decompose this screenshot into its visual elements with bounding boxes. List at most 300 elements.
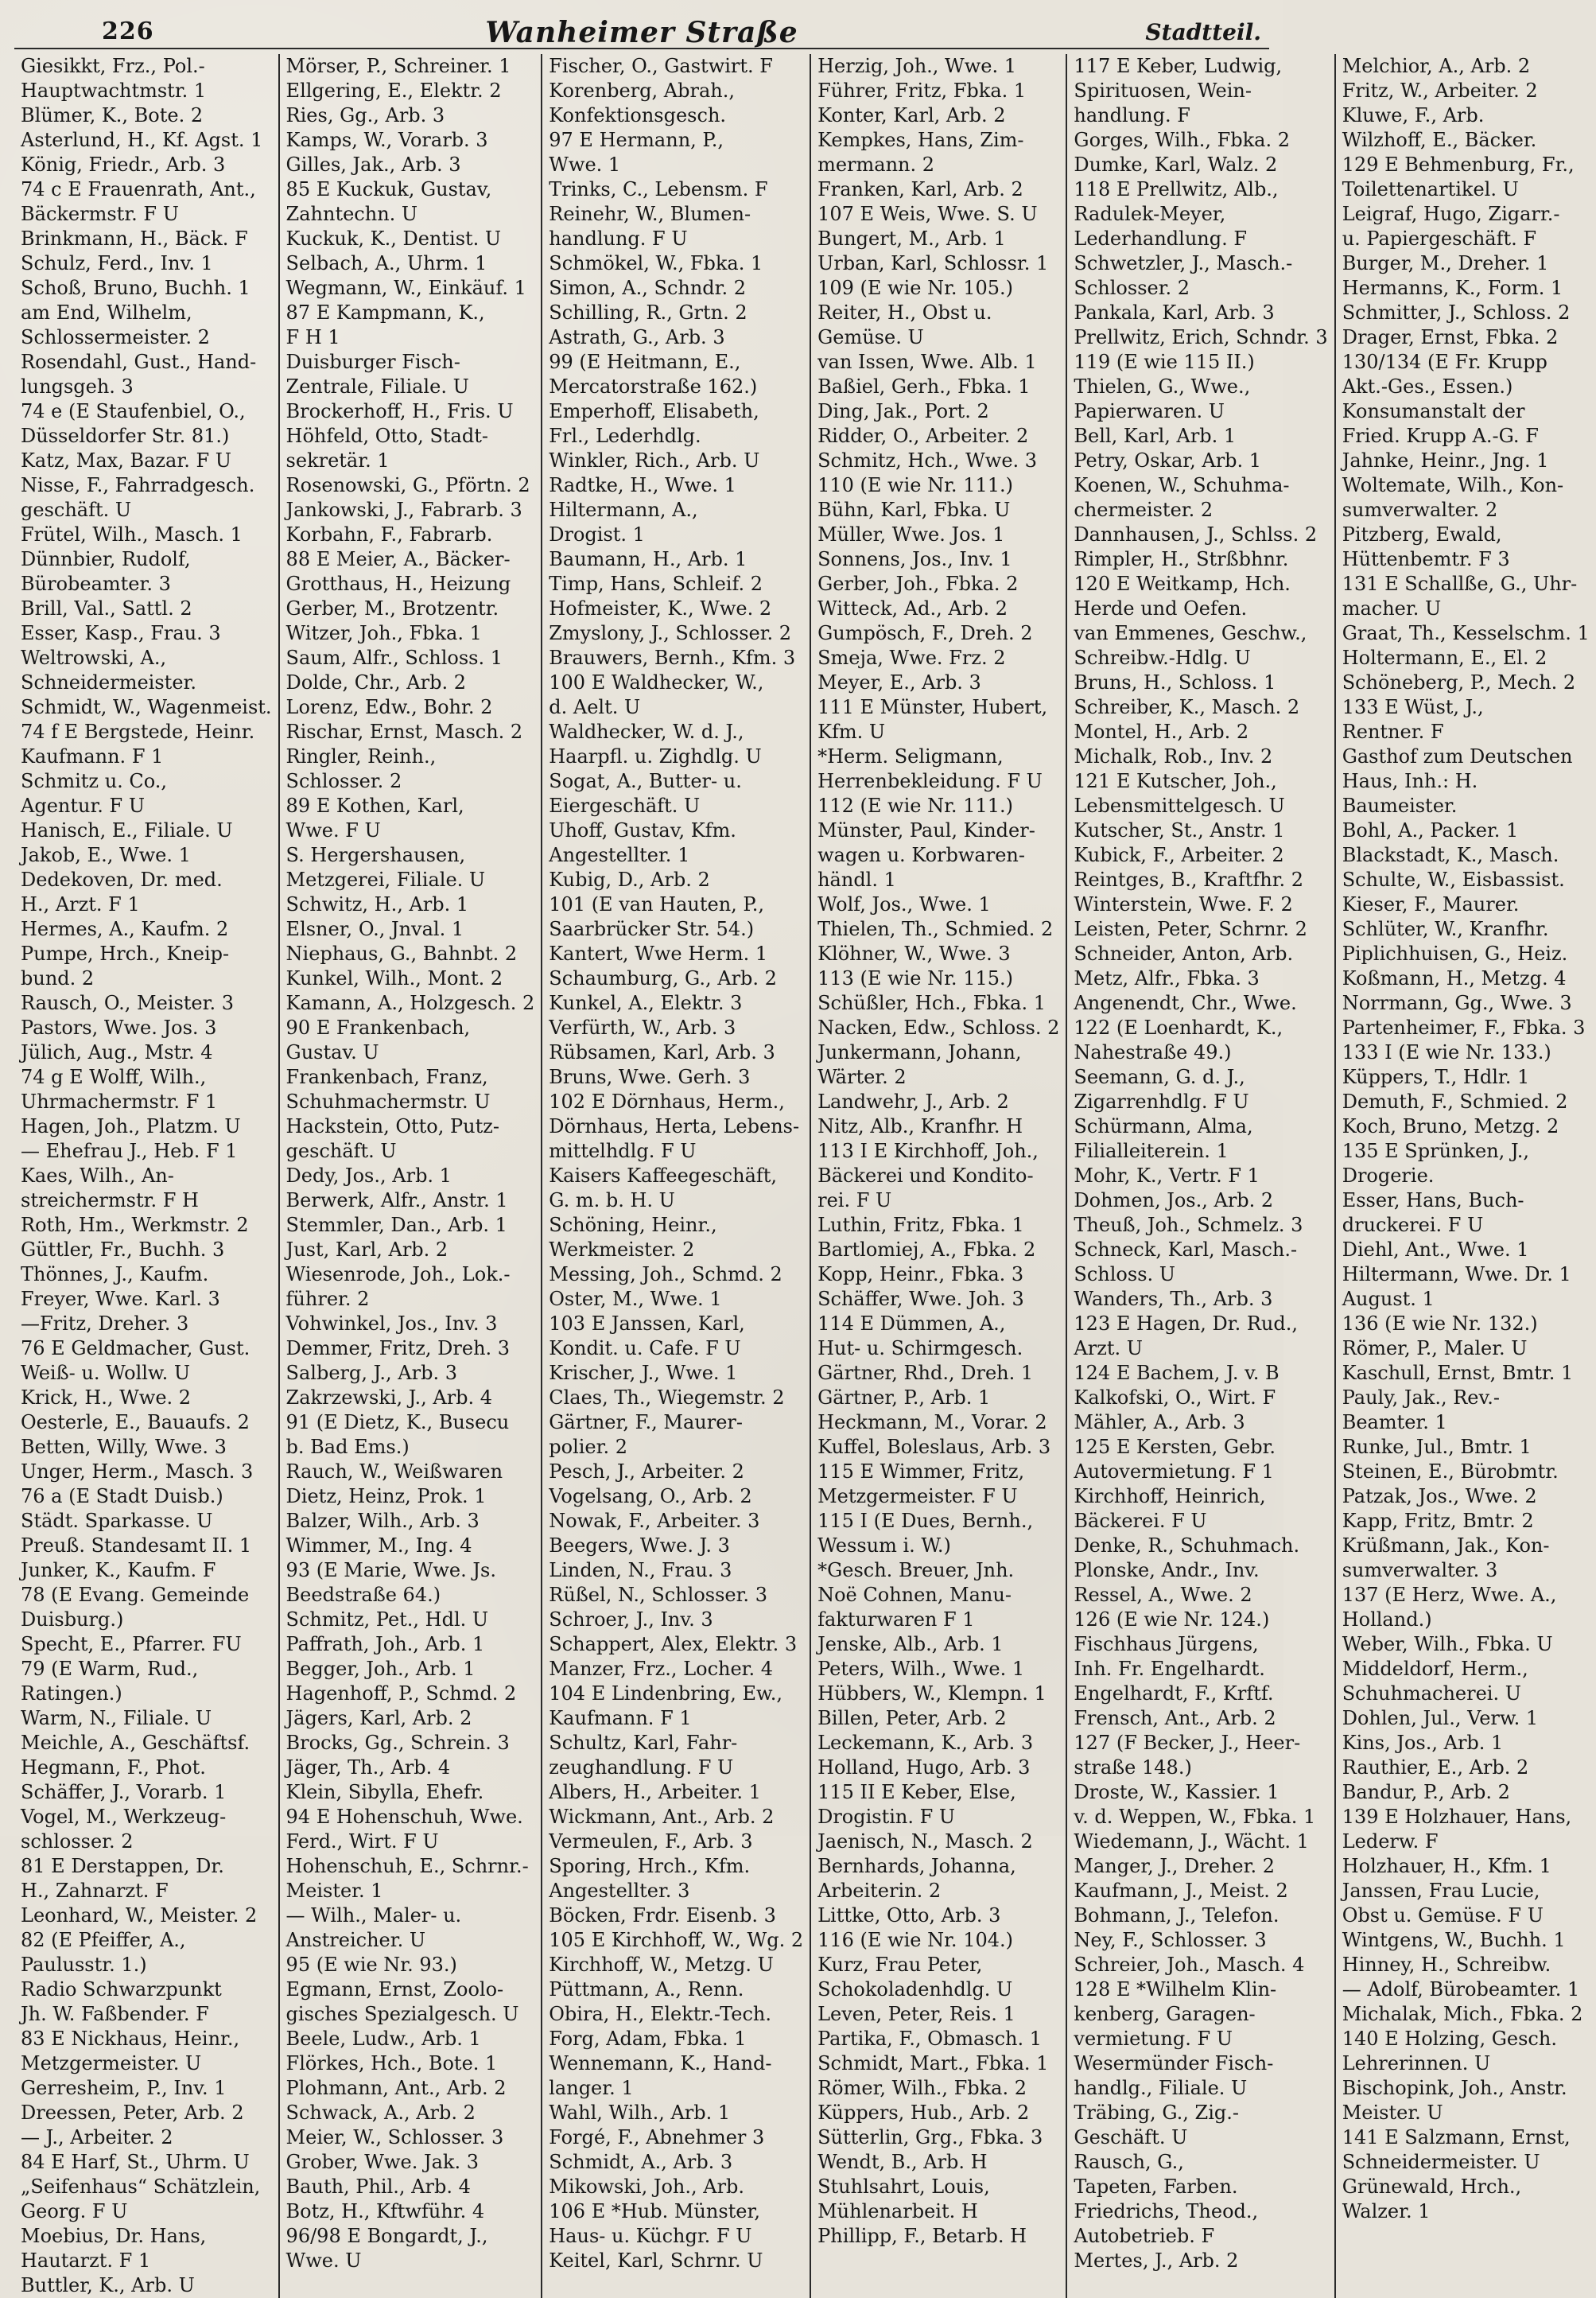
directory-line: b. Bad Ems.) <box>285 1436 410 1458</box>
directory-line: Hanisch, E., Filiale. U <box>21 819 233 842</box>
directory-line: Brill, Val., Sattl. 2 <box>21 597 192 620</box>
directory-line: Dumke, Karl, Walz. 2 <box>1074 154 1278 176</box>
directory-line: Gorges, Wilh., Fbka. 2 <box>1074 129 1290 151</box>
directory-line: Hermes, A., Kaufm. 2 <box>21 918 229 940</box>
directory-line: mittelhdlg. F U <box>549 1140 697 1162</box>
directory-line: 81 E Derstappen, Dr. <box>21 1855 224 1877</box>
directory-line: Emperhoff, Elisabeth, <box>549 400 759 422</box>
column-1 <box>14 54 280 2298</box>
directory-line: Mörser, P., Schreiner. 1 <box>285 55 511 77</box>
directory-line: Waldhecker, W. d. J., <box>549 721 744 743</box>
directory-line: Weber, Wilh., Fbka. U <box>1342 1633 1553 1655</box>
directory-line: Hofmeister, K., Wwe. 2 <box>549 597 772 620</box>
directory-line: Bauth, Phil., Arb. 4 <box>285 2176 471 2198</box>
directory-line: Bäckermstr. F U <box>21 203 179 225</box>
directory-line: Anstreicher. U <box>285 1929 426 1951</box>
directory-line: Konter, Karl, Arb. 2 <box>817 104 1006 126</box>
directory-line: Nacken, Edw., Schloss. 2 <box>817 1017 1060 1039</box>
directory-line: 137 (E Herz, Wwe. A., <box>1342 1584 1557 1606</box>
directory-line: Drogerie. <box>1342 1165 1435 1187</box>
directory-line: Ding, Jak., Port. 2 <box>817 400 989 422</box>
directory-line: Küppers, Hub., Arb. 2 <box>817 2102 1030 2124</box>
directory-line: Schloss. U <box>1074 1263 1175 1285</box>
directory-line: Wesermünder Fisch- <box>1074 2052 1274 2074</box>
directory-line: Billen, Peter, Arb. 2 <box>817 1707 1007 1729</box>
directory-line: 113 (E wie Nr. 115.) <box>817 967 1013 990</box>
directory-line: Runke, Jul., Bmtr. 1 <box>1342 1436 1532 1458</box>
directory-line: handlg., Filiale. U <box>1074 2077 1248 2099</box>
directory-line: Reiter, H., Obst u. <box>817 301 992 324</box>
directory-line: Lederw. F <box>1342 1830 1439 1853</box>
directory-line: Selbach, A., Uhrm. 1 <box>285 252 487 274</box>
directory-line: Littke, Otto, Arb. 3 <box>817 1904 1001 1927</box>
directory-line: Mohr, K., Vertr. F 1 <box>1074 1165 1260 1187</box>
directory-line: van Emmenes, Geschw., <box>1074 622 1307 644</box>
column-3 <box>542 54 811 2298</box>
directory-line: sumverwalter. 2 <box>1342 499 1498 521</box>
directory-line: Leigraf, Hugo, Zigarr.- <box>1342 203 1560 225</box>
directory-line: Schneider, Anton, Arb. <box>1074 943 1294 965</box>
directory-line: Balzer, Wilh., Arb. 3 <box>285 1510 480 1532</box>
directory-line: Gerber, Joh., Fbka. 2 <box>817 573 1019 595</box>
directory-line: 74 e (E Staufenbiel, O., <box>21 400 246 422</box>
directory-line: gisches Spezialgesch. U <box>285 2003 519 2025</box>
column-3-lines <box>549 54 803 2273</box>
directory-line: Dannhausen, J., Schlss. 2 <box>1074 523 1318 546</box>
directory-line: Blackstadt, K., Masch. <box>1342 844 1559 866</box>
directory-line: Patzak, Jos., Wwe. 2 <box>1342 1485 1537 1507</box>
directory-line: Schmidt, W., Wagenmeist. <box>21 696 272 718</box>
directory-line: 99 (E Heitmann, E., <box>549 351 741 373</box>
directory-line: Holzhauer, H., Kfm. 1 <box>1342 1855 1551 1877</box>
directory-line: Frankenbach, Franz, <box>285 1066 488 1088</box>
directory-line: Winkler, Rich., Arb. U <box>549 449 760 472</box>
directory-line: Holland, Hugo, Arb. 3 <box>817 1756 1031 1779</box>
directory-line: Kaes, Wilh., An- <box>21 1165 174 1187</box>
directory-line: 121 E Kutscher, Joh., <box>1074 770 1277 792</box>
directory-line: 122 (E Loenhardt, K., <box>1074 1017 1283 1039</box>
directory-line: Zmyslony, J., Schlosser. 2 <box>549 622 792 644</box>
directory-line: Führer, Fritz, Fbka. 1 <box>817 80 1027 102</box>
directory-line: handlung. F U <box>549 227 688 250</box>
directory-line: Demmer, Fritz, Dreh. 3 <box>285 1337 511 1359</box>
directory-line: Michalk, Rob., Inv. 2 <box>1074 745 1273 768</box>
directory-line: 97 E Hermann, P., <box>549 129 724 151</box>
directory-line: Koßmann, H., Metzg. 4 <box>1342 967 1567 990</box>
directory-line: Grober, Wwe. Jak. 3 <box>285 2151 479 2173</box>
directory-line: Katz, Max, Bazar. F U <box>21 449 231 472</box>
directory-line: Thönnes, J., Kaufm. <box>21 1263 209 1285</box>
directory-line: Mähler, A., Arb. 3 <box>1074 1411 1245 1433</box>
directory-line: Uhoff, Gustav, Kfm. <box>549 819 736 842</box>
directory-line: sumverwalter. 3 <box>1342 1559 1498 1581</box>
directory-line: Hiltermann, A., <box>549 499 698 521</box>
directory-line: Herde und Oefen. <box>1074 597 1248 620</box>
directory-line: Korenberg, Abrah., <box>549 80 735 102</box>
directory-line: Rausch, G., <box>1074 2151 1184 2173</box>
directory-line: Meister. U <box>1342 2102 1443 2124</box>
directory-line: 104 E Lindenbring, Ew., <box>549 1682 782 1705</box>
directory-line: Simon, A., Schndr. 2 <box>549 277 747 299</box>
directory-line: Uhrmachermstr. F 1 <box>21 1091 218 1113</box>
directory-line: Schulz, Ferd., Inv. 1 <box>21 252 213 274</box>
directory-line: Urban, Karl, Schlossr. 1 <box>817 252 1049 274</box>
directory-line: Schüßler, Hch., Fbka. 1 <box>817 992 1047 1014</box>
directory-line: d. Aelt. U <box>549 696 641 718</box>
directory-line: 94 E Hohenschuh, Wwe. <box>285 1806 523 1828</box>
directory-line: Nisse, F., Fahrradgesch. <box>21 474 255 496</box>
directory-line: Sonnens, Jos., Inv. 1 <box>817 548 1012 570</box>
directory-line: Plohmann, Ant., Arb. 2 <box>285 2077 507 2099</box>
directory-line: Kamann, A., Holzgesch. 2 <box>285 992 535 1014</box>
directory-line: Holtermann, E., El. 2 <box>1342 647 1547 669</box>
directory-line: v. d. Weppen, W., Fbka. 1 <box>1074 1806 1316 1828</box>
directory-line: Baumeister. <box>1342 795 1458 817</box>
directory-line: Schmidt, A., Arb. 3 <box>549 2151 733 2173</box>
directory-line: Vogelsang, O., Arb. 2 <box>549 1485 752 1507</box>
directory-line: Fischer, O., Gastwirt. F <box>549 55 773 77</box>
directory-line: Zahntechn. U <box>285 203 418 225</box>
directory-line: sekretär. 1 <box>285 449 390 472</box>
directory-line: Flörkes, Hch., Bote. 1 <box>285 2052 498 2074</box>
directory-line: Rischar, Ernst, Masch. 2 <box>285 721 523 743</box>
directory-line: Krick, H., Wwe. 2 <box>21 1386 192 1409</box>
directory-line: Kapp, Fritz, Bmtr. 2 <box>1342 1510 1534 1532</box>
directory-line: Gärtner, F., Maurer- <box>549 1411 743 1433</box>
directory-line: Mertes, J., Arb. 2 <box>1074 2249 1239 2272</box>
directory-line: Niephaus, G., Bahnbt. 2 <box>285 943 518 965</box>
directory-line: Georg. F U <box>21 2200 128 2222</box>
directory-line: Hagenhoff, P., Schmd. 2 <box>285 1682 517 1705</box>
directory-line: Diehl, Ant., Wwe. 1 <box>1342 1238 1529 1261</box>
directory-line: 109 (E wie Nr. 105.) <box>817 277 1013 299</box>
directory-line: Dohlen, Jul., Verw. 1 <box>1342 1707 1539 1729</box>
directory-line: Dohmen, Jos., Arb. 2 <box>1074 1189 1274 1211</box>
directory-line: Schultz, Karl, Fahr- <box>549 1732 738 1754</box>
directory-line: Pankala, Karl, Arb. 3 <box>1074 301 1275 324</box>
directory-line: Obst u. Gemüse. F U <box>1342 1904 1544 1927</box>
directory-line: Seemann, G. d. J., <box>1074 1066 1245 1088</box>
directory-line: Akt.-Ges., Essen.) <box>1342 375 1513 398</box>
directory-line: Schreiber, K., Masch. 2 <box>1074 696 1300 718</box>
directory-line: Meier, W., Schlosser. 3 <box>285 2126 504 2148</box>
directory-line: Michalak, Mich., Fbka. 2 <box>1342 2003 1583 2025</box>
directory-line: Bohmann, J., Telefon. <box>1074 1904 1280 1927</box>
directory-line: Petry, Oskar, Arb. 1 <box>1074 449 1262 472</box>
directory-line: Inh. Fr. Engelhardt. <box>1074 1658 1265 1680</box>
directory-line: Ellgering, E., Elektr. 2 <box>285 80 502 102</box>
directory-line: S. Hergershausen, <box>285 844 466 866</box>
directory-line: Jäger, Th., Arb. 4 <box>285 1756 451 1779</box>
directory-line: Piplichhuisen, G., Heiz. <box>1342 943 1568 965</box>
directory-line: Saarbrücker Str. 54.) <box>549 918 755 940</box>
directory-line: Radulek-Meyer, <box>1074 203 1226 225</box>
directory-line: Bandur, P., Arb. 2 <box>1342 1781 1510 1803</box>
directory-line: Korbahn, F., Fabrarb. <box>285 523 493 546</box>
directory-line: Herrenbekleidung. F U <box>817 770 1043 792</box>
directory-line: Schwack, A., Arb. 2 <box>285 2102 476 2124</box>
directory-line: Baßiel, Gerh., Fbka. 1 <box>817 375 1031 398</box>
directory-line: Schuhmachermstr. U <box>285 1091 491 1113</box>
directory-line: Schaumburg, G., Arb. 2 <box>549 967 777 990</box>
directory-line: Weiß- u. Wollw. U <box>21 1362 191 1384</box>
directory-line: — J., Arbeiter. 2 <box>21 2126 173 2148</box>
directory-line: Preuß. Standesamt II. 1 <box>21 1534 252 1557</box>
directory-line: Leven, Peter, Reis. 1 <box>817 2003 1015 2025</box>
directory-line: 100 E Waldhecker, W., <box>549 671 764 694</box>
directory-line: Schwitz, H., Arb. 1 <box>285 893 469 916</box>
directory-line: 89 E Kothen, Karl, <box>285 795 464 817</box>
directory-line: Autovermietung. F 1 <box>1074 1460 1274 1483</box>
directory-line: Mercatorstraße 162.) <box>549 375 758 398</box>
directory-line: Schmitz, Hch., Wwe. 3 <box>817 449 1038 472</box>
directory-line: Junker, K., Kaufm. F <box>21 1559 216 1581</box>
directory-line: chermeister. 2 <box>1074 499 1214 521</box>
directory-line: Demuth, F., Schmied. 2 <box>1342 1091 1568 1113</box>
directory-line: Reintges, B., Kraftfhr. 2 <box>1074 869 1304 891</box>
directory-line: Dreessen, Peter, Arb. 2 <box>21 2102 244 2124</box>
directory-line: Kins, Jos., Arb. 1 <box>1342 1732 1504 1754</box>
directory-line: Kamps, W., Vorarb. 3 <box>285 129 488 151</box>
directory-line: geschäft. U <box>21 499 132 521</box>
directory-line: H., Arzt. F 1 <box>21 893 140 916</box>
directory-line: Zigarrenhdlg. F U <box>1074 1091 1249 1113</box>
directory-line: Freyer, Wwe. Karl. 3 <box>21 1288 220 1310</box>
directory-line: Leckemann, K., Arb. 3 <box>817 1732 1034 1754</box>
directory-line: Rauch, W., Weißwaren <box>285 1460 503 1483</box>
directory-line: Holland.) <box>1342 1608 1432 1631</box>
directory-line: Berwerk, Alfr., Anstr. 1 <box>285 1189 508 1211</box>
directory-line: 133 E Wüst, J., <box>1342 696 1484 718</box>
directory-line: Ridder, O., Arbeiter. 2 <box>817 425 1029 447</box>
column-2 <box>280 54 543 2298</box>
directory-line: Noë Cohnen, Manu- <box>817 1584 1012 1606</box>
directory-line: Klöhner, W., Wwe. 3 <box>817 943 1011 965</box>
directory-line: Albers, H., Arbeiter. 1 <box>549 1781 761 1803</box>
directory-line: 124 E Bachem, J. v. B <box>1074 1362 1280 1384</box>
directory-line: mermann. 2 <box>817 154 935 176</box>
directory-line: Römer, Wilh., Fbka. 2 <box>817 2077 1027 2099</box>
directory-line: Wiesenrode, Joh., Lok.- <box>285 1263 511 1285</box>
directory-line: Dünnbier, Rudolf, <box>21 548 191 570</box>
directory-line: Schmidt, Mart., Fbka. 1 <box>817 2052 1049 2074</box>
directory-line: Hermanns, K., Form. 1 <box>1342 277 1563 299</box>
directory-line: Kaufmann. F 1 <box>21 745 164 768</box>
directory-line: Ries, Gg., Arb. 3 <box>285 104 445 126</box>
directory-line: Schmitz, Pet., Hdl. U <box>285 1608 489 1631</box>
directory-line: Kluwe, F., Arb. <box>1342 104 1485 126</box>
directory-line: 107 E Weis, Wwe. S. U <box>817 203 1038 225</box>
directory-line: Graat, Th., Kesselschm. 1 <box>1342 622 1590 644</box>
directory-line: Mikowski, Joh., Arb. <box>549 2176 745 2198</box>
directory-line: Manger, J., Dreher. 2 <box>1074 1855 1275 1877</box>
directory-line: Wiedemann, J., Wächt. 1 <box>1074 1830 1309 1853</box>
directory-line: vermietung. F U <box>1074 2028 1233 2050</box>
directory-line: Wanders, Th., Arb. 3 <box>1074 1288 1273 1310</box>
directory-line: Gemüse. U <box>817 326 924 348</box>
directory-line: Dedy, Jos., Arb. 1 <box>285 1165 452 1187</box>
directory-line: Fried. Krupp A.-G. F <box>1342 425 1539 447</box>
directory-line: Güttler, Fr., Buchh. 3 <box>21 1238 225 1261</box>
directory-line: Brockerhoff, H., Fris. U <box>285 400 514 422</box>
directory-line: Höhfeld, Otto, Stadt- <box>285 425 488 447</box>
directory-line: König, Friedr., Arb. 3 <box>21 154 226 176</box>
column-6 <box>1336 54 1596 2298</box>
directory-line: Toilettenartikel. U <box>1342 178 1519 200</box>
directory-line: Hautarzt. F 1 <box>21 2249 151 2272</box>
directory-line: Klein, Sibylla, Ehefr. <box>285 1781 484 1803</box>
directory-line: Zentrale, Filiale. U <box>285 375 469 398</box>
directory-line: 110 (E wie Nr. 111.) <box>817 474 1013 496</box>
directory-line: 91 (E Dietz, K., Busecu <box>285 1411 510 1433</box>
directory-line: Jenske, Alb., Arb. 1 <box>817 1633 1004 1655</box>
directory-line: Bruns, H., Schloss. 1 <box>1074 671 1276 694</box>
page-header <box>14 13 1269 49</box>
directory-line: Hinney, H., Schreibw. <box>1342 1954 1551 1976</box>
directory-line: 117 E Keber, Ludwig, <box>1074 55 1283 77</box>
directory-line: Kfm. U <box>817 721 886 743</box>
directory-line: Janssen, Frau Lucie, <box>1342 1880 1540 1902</box>
directory-line: Landwehr, J., Arb. 2 <box>817 1091 1009 1113</box>
directory-line: Sogat, A., Butter- u. <box>549 770 742 792</box>
directory-line: Kunkel, Wilh., Mont. 2 <box>285 967 503 990</box>
directory-line: Nowak, F., Arbeiter. 3 <box>549 1510 760 1532</box>
directory-line: Rentner. F <box>1342 721 1444 743</box>
directory-line: Schlüter, W., Kranfhr. <box>1342 918 1549 940</box>
directory-line: Gärtner, Rhd., Dreh. 1 <box>817 1362 1034 1384</box>
directory-line: Steinen, E., Bürobmtr. <box>1342 1460 1559 1483</box>
directory-line: 85 E Kuckuk, Gustav, <box>285 178 492 200</box>
directory-line: Geschäft. U <box>1074 2126 1188 2148</box>
directory-line: Schuhmacherei. U <box>1342 1682 1521 1705</box>
directory-line: Wennemann, K., Hand- <box>549 2052 772 2074</box>
directory-line: Metzgermeister. F U <box>817 1485 1018 1507</box>
directory-line: *Gesch. Breuer, Jnh. <box>817 1559 1015 1581</box>
directory-line: Brocks, Gg., Schrein. 3 <box>285 1732 510 1754</box>
directory-line: Buttler, K., Arb. U <box>21 2274 195 2296</box>
directory-line: Kubick, F., Arbeiter. 2 <box>1074 844 1284 866</box>
directory-line: Schlossermeister. 2 <box>21 326 210 348</box>
directory-line: Wickmann, Ant., Arb. 2 <box>549 1806 775 1828</box>
directory-line: G. m. b. H. U <box>549 1189 675 1211</box>
directory-line: „Seifenhaus“ Schätzlein, <box>21 2176 261 2198</box>
directory-line: Pumpe, Hrch., Kneip- <box>21 943 230 965</box>
directory-line: Schroer, J., Inv. 3 <box>549 1608 713 1631</box>
street-title: Wanheimer Straße <box>485 16 798 49</box>
directory-line: Heckmann, M., Vorar. 2 <box>817 1411 1047 1433</box>
directory-line: Ressel, A., Wwe. 2 <box>1074 1584 1252 1606</box>
directory-line: —Fritz, Dreher. 3 <box>21 1312 189 1335</box>
directory-line: 125 E Kersten, Gebr. <box>1074 1436 1276 1458</box>
directory-line: geschäft. U <box>285 1140 397 1162</box>
directory-line: Rosendahl, Gust., Hand- <box>21 351 257 373</box>
directory-line: Krüßmann, Jak., Kon- <box>1342 1534 1550 1557</box>
directory-line: Just, Karl, Arb. 2 <box>285 1238 449 1261</box>
directory-line: Prellwitz, Erich, Schndr. 3 <box>1074 326 1328 348</box>
directory-line: — Wilh., Maler- u. <box>285 1904 462 1927</box>
directory-line: Böcken, Frdr. Eisenb. 3 <box>549 1904 776 1927</box>
directory-line: Bernhards, Johanna, <box>817 1855 1016 1877</box>
directory-line: Wahl, Wilh., Arb. 1 <box>549 2102 731 2124</box>
directory-line: Bäckerei. F U <box>1074 1510 1207 1532</box>
directory-line: 112 (E wie Nr. 111.) <box>817 795 1013 817</box>
directory-line: Witzer, Joh., Fbka. 1 <box>285 622 482 644</box>
directory-line: schlosser. 2 <box>21 1830 134 1853</box>
directory-line: Schäffer, J., Vorarb. 1 <box>21 1781 227 1803</box>
directory-line: Stuhlsahrt, Louis, <box>817 2176 990 2198</box>
directory-line: Beedstraße 64.) <box>285 1584 441 1606</box>
directory-line: Sütterlin, Grg., Fbka. 3 <box>817 2126 1043 2148</box>
directory-line: Gustav. U <box>285 1041 379 1063</box>
directory-line: Engelhardt, F., Krftf. <box>1074 1682 1274 1705</box>
directory-line: Friedrichs, Theod., <box>1074 2200 1259 2222</box>
directory-line: 84 E Harf, St., Uhrm. U <box>21 2151 250 2173</box>
directory-line: Kirchhoff, Heinrich, <box>1074 1485 1266 1507</box>
directory-line: Krischer, J., Wwe. 1 <box>549 1362 738 1384</box>
directory-line: Schlosser. 2 <box>1074 277 1190 299</box>
directory-line: 82 (E Pfeiffer, A., <box>21 1929 186 1951</box>
directory-line: handlung. F <box>1074 104 1190 126</box>
directory-line: Leisten, Peter, Schrnr. 2 <box>1074 918 1307 940</box>
directory-line: Lebensmittelgesch. U <box>1074 795 1285 817</box>
directory-line: Jägers, Karl, Arb. 2 <box>285 1707 472 1729</box>
directory-line: Montel, H., Arb. 2 <box>1074 721 1249 743</box>
directory-line: Rauthier, E., Arb. 2 <box>1342 1756 1529 1779</box>
directory-line: kenberg, Garagen- <box>1074 2003 1256 2025</box>
directory-line: Schürmann, Alma, <box>1074 1115 1253 1137</box>
directory-line: Haus, Inh.: H. <box>1342 770 1478 792</box>
directory-line: Melchior, A., Arb. 2 <box>1342 55 1531 77</box>
directory-line: Sporing, Hrch., Kfm. <box>549 1855 751 1877</box>
directory-line: Kempkes, Hans, Zim- <box>817 129 1024 151</box>
directory-line: Roth, Hm., Werkmstr. 2 <box>21 1214 249 1236</box>
directory-line: 76 a (E Stadt Duisb.) <box>21 1485 223 1507</box>
directory-line: 140 E Holzing, Gesch. <box>1342 2028 1557 2050</box>
directory-line: Angestellter. 3 <box>549 1880 690 1902</box>
directory-line: Dedekoven, Dr. med. <box>21 869 223 891</box>
directory-line: Wwe. U <box>285 2249 362 2272</box>
directory-line: Koenen, W., Schuhma- <box>1074 474 1290 496</box>
directory-line: Schmitter, J., Schloss. 2 <box>1342 301 1571 324</box>
directory-line: Arzt. U <box>1074 1337 1143 1359</box>
directory-line: Schreibw.-Hdlg. U <box>1074 647 1251 669</box>
directory-line: Messing, Joh., Schmd. 2 <box>549 1263 782 1285</box>
directory-line: 136 (E wie Nr. 132.) <box>1342 1312 1538 1335</box>
directory-line: Küppers, T., Hdlr. 1 <box>1342 1066 1530 1088</box>
column-5-lines <box>1074 54 1327 2273</box>
directory-line: rei. F U <box>817 1189 892 1211</box>
directory-line: Herzig, Joh., Wwe. 1 <box>817 55 1016 77</box>
directory-line: Kalkofski, O., Wirt. F <box>1074 1386 1276 1409</box>
directory-line: Hohenschuh, E., Schrnr.- <box>285 1855 529 1877</box>
directory-line: straße 148.) <box>1074 1756 1192 1779</box>
directory-line: 133 I (E wie Nr. 133.) <box>1342 1041 1551 1063</box>
directory-line: Linden, N., Frau. 3 <box>549 1559 732 1581</box>
directory-line: Saum, Alfr., Schloss. 1 <box>285 647 503 669</box>
directory-line: Ringler, Reinh., <box>285 745 437 768</box>
directory-line: führer. 2 <box>285 1288 370 1310</box>
directory-line: Zakrzewski, J., Arb. 4 <box>285 1386 493 1409</box>
directory-line: Schöning, Heinr., <box>549 1214 717 1236</box>
directory-line: fakturwaren F 1 <box>817 1608 975 1631</box>
directory-line: Wintgens, W., Buchh. 1 <box>1342 1929 1566 1951</box>
directory-line: 103 E Janssen, Karl, <box>549 1312 745 1335</box>
directory-line: Metz, Alfr., Fbka. 3 <box>1074 967 1260 990</box>
directory-line: Lederhandlung. F <box>1074 227 1248 250</box>
directory-line: Drager, Ernst, Fbka. 2 <box>1342 326 1559 348</box>
directory-line: langer. 1 <box>549 2077 634 2099</box>
directory-line: Luthin, Fritz, Fbka. 1 <box>817 1214 1024 1236</box>
